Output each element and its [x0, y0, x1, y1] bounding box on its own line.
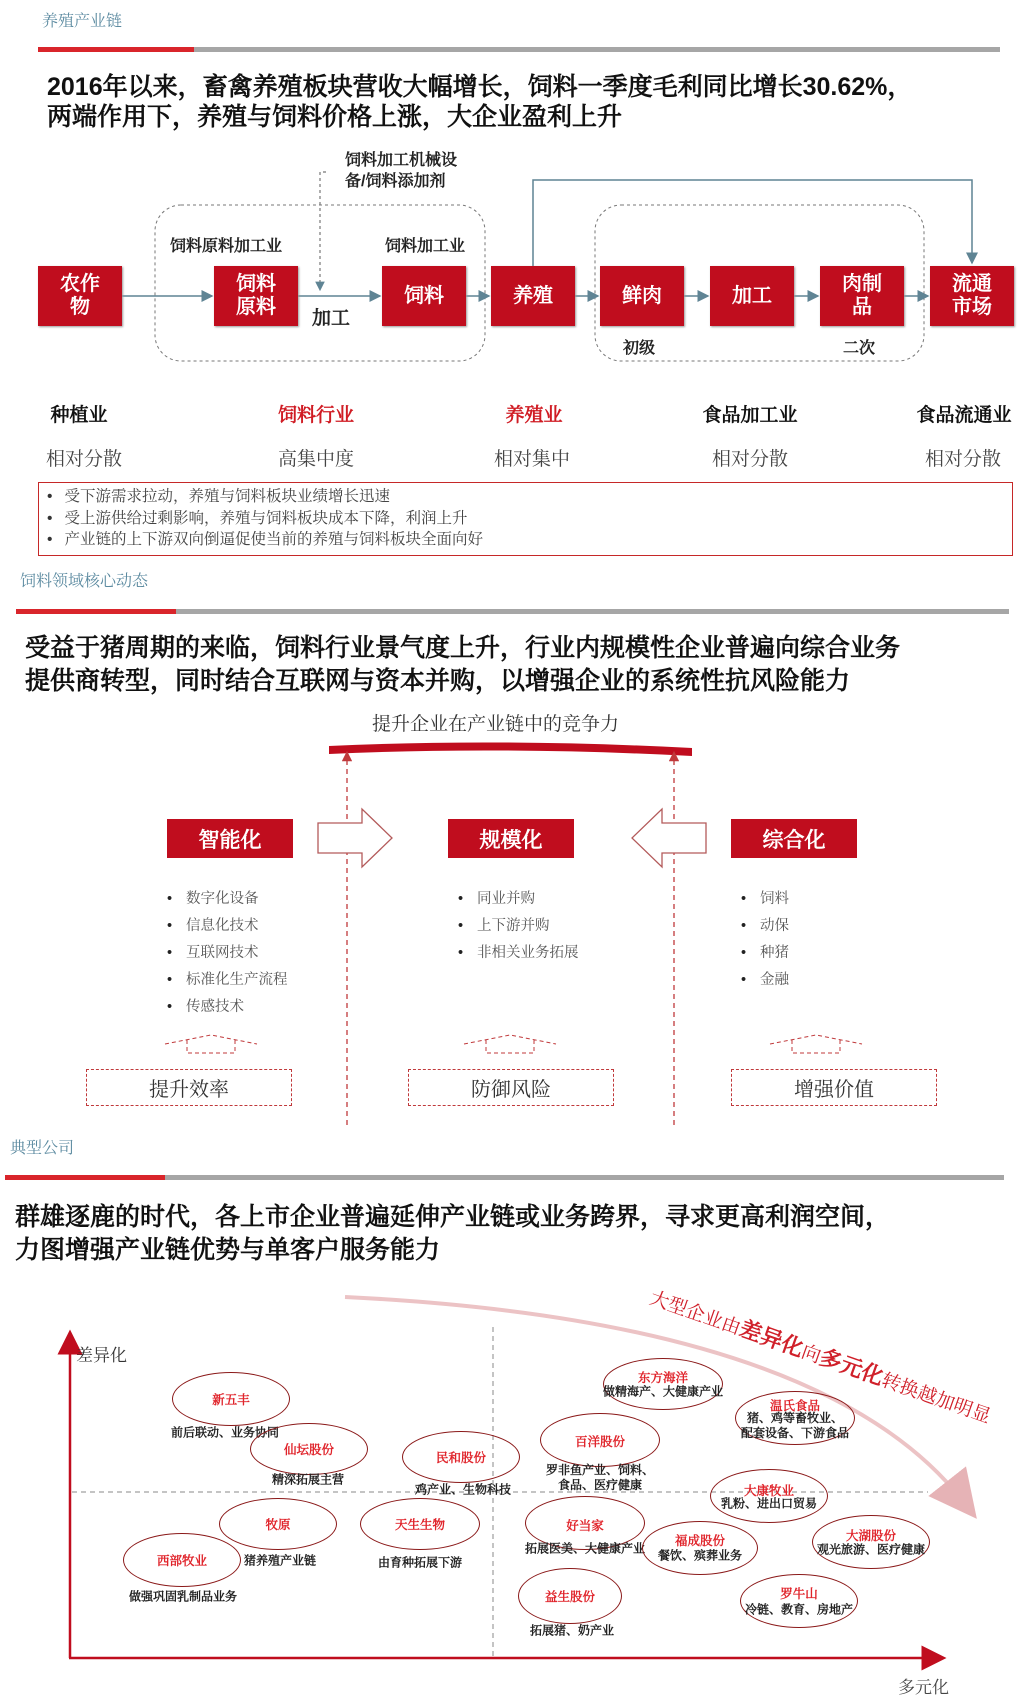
raw-industry-label: 饲料原料加工业 — [170, 238, 283, 255]
list-item: • 非相关业务拓展 — [458, 942, 579, 969]
company-description: 拓展医美、大健康产业 — [524, 1541, 646, 1556]
company-name: 大湖股份 — [845, 1529, 897, 1543]
bullet-item: • 受上游供给过剩影响，养殖与饲料板块成本下降，利润上升 — [47, 508, 1012, 530]
list-item: • 种猪 — [741, 942, 789, 969]
summary-bullets — [38, 482, 1013, 556]
category-value: 相对分散 — [45, 449, 123, 470]
category-name: 食品流通业 — [916, 405, 1012, 426]
headline-2-line-2: 提供商转型，同时结合互联网与资本并购，以增强企业的系统性抗风险能力 — [25, 667, 851, 695]
strategy-title-scale: 规模化 — [448, 819, 574, 858]
strategy-title-intelligent: 智能化 — [167, 819, 293, 858]
company-name: 益生股份 — [544, 1590, 596, 1604]
company-name: 好当家 — [566, 1519, 604, 1533]
section-label-feed-dynamics: 饲料领域核心动态 — [20, 573, 149, 590]
strategy-items-scale — [458, 888, 579, 969]
company-description: 罗非鱼产业、饲料、 食品、医疗健康 — [545, 1463, 655, 1492]
trend-text: 转换越加明显 — [878, 1369, 994, 1428]
chain-node-breeding: 养殖 — [491, 266, 575, 326]
trend-text: 向 — [798, 1341, 824, 1368]
y-axis-label: 差异化 — [76, 1346, 127, 1365]
section-divider — [5, 1175, 1004, 1180]
company-name: 新五丰 — [212, 1393, 250, 1407]
strategy-items-intelligent — [167, 888, 288, 1023]
list-item: • 饲料 — [741, 888, 789, 915]
company-name: 福成股份 — [674, 1534, 726, 1548]
chain-node-crops: 农作 物 — [38, 266, 122, 326]
company-description: 猪、鸡等畜牧业、 配套设备、下游食品 — [740, 1411, 850, 1440]
company-description: 前后联动、业务协同 — [170, 1425, 280, 1440]
feed-industry-label: 饲料加工业 — [385, 238, 466, 255]
goal-bar — [329, 742, 692, 756]
bullet-item: • 产业链的上下游双向倒逼促使当前的养殖与饲料板块全面向好 — [47, 529, 1012, 551]
headline-3-line-2: 力图增强产业链优势与单客户服务能力 — [15, 1236, 441, 1264]
top-goal: 提升企业在产业链中的竞争力 — [372, 714, 620, 735]
list-item: • 信息化技术 — [167, 915, 288, 942]
strategy-items-integrated — [741, 888, 789, 996]
up-chevron-icon — [770, 1035, 862, 1053]
company-name: 罗牛山 — [780, 1587, 818, 1601]
trend-text: 大型企业由 — [646, 1287, 744, 1340]
list-item: • 金融 — [741, 969, 789, 996]
result-risk-defense: 防御风险 — [408, 1069, 614, 1106]
category-name: 种植业 — [50, 405, 108, 426]
list-item: • 标准化生产流程 — [167, 969, 288, 996]
company-description: 拓展猪、奶产业 — [529, 1623, 615, 1638]
section-label-breeding-chain: 养殖产业链 — [42, 13, 123, 30]
result-efficiency: 提升效率 — [86, 1069, 292, 1106]
process-label: 加工 — [312, 308, 351, 329]
headline-1-line-2: 两端作用下，养殖与饲料价格上涨，大企业盈利上升 — [47, 103, 623, 131]
company-name: 民和股份 — [435, 1451, 487, 1465]
secondary-label: 二次 — [843, 340, 876, 357]
quadrant-axes — [0, 1280, 1024, 1704]
company-description: 由育种拓展下游 — [377, 1555, 463, 1570]
category-value: 相对分散 — [711, 449, 789, 470]
company-name: 温氏食品 — [769, 1399, 821, 1413]
company-description: 做精海产、大健康产业 — [602, 1384, 724, 1399]
primary-label: 初级 — [623, 340, 656, 357]
x-axis-label: 多元化 — [898, 1678, 949, 1697]
trend-emphasis: 多元化 — [816, 1344, 888, 1390]
equipment-label: 饲料加工机械设 备/饲料添加剂 — [345, 152, 458, 190]
headline-2-line-1: 受益于猪周期的来临，饲料行业景气度上升，行业内规模性企业普遍向综合业务 — [25, 634, 901, 662]
right-arrow-icon — [318, 809, 392, 867]
list-item: • 数字化设备 — [167, 888, 288, 915]
company-description: 鸡产业、生物科技 — [414, 1482, 512, 1497]
company-name: 百洋股份 — [574, 1435, 626, 1449]
company-name: 东方海洋 — [637, 1371, 689, 1385]
company-description: 餐饮、殡葬业务 — [657, 1548, 743, 1563]
left-arrow-icon — [632, 809, 706, 867]
company-name: 天生生物 — [394, 1518, 446, 1532]
chain-node-fresh-meat: 鲜肉 — [600, 266, 684, 326]
company-description: 做强巩固乳制品业务 — [128, 1589, 238, 1604]
section-divider — [16, 609, 1009, 614]
company-description: 精深拓展主营 — [271, 1472, 345, 1487]
chain-node-processing: 加工 — [710, 266, 794, 326]
category-name: 食品加工业 — [702, 405, 798, 426]
chain-node-market: 流通 市场 — [930, 266, 1014, 326]
chain-node-feed: 饲料 — [382, 266, 466, 326]
list-item: • 互联网技术 — [167, 942, 288, 969]
category-name: 养殖业 — [505, 405, 563, 426]
chain-node-feed-raw: 饲料 原料 — [214, 266, 298, 326]
list-item: • 传感技术 — [167, 996, 288, 1023]
strategy-title-integrated: 综合化 — [731, 819, 857, 858]
category-value: 相对集中 — [493, 449, 571, 470]
trend-emphasis: 差异化 — [736, 1315, 807, 1362]
company-description: 观光旅游、医疗健康 — [816, 1542, 926, 1557]
company-name: 大康牧业 — [743, 1484, 795, 1498]
headline-1-line-1: 2016年以来，畜禽养殖板块营收大幅增长，饲料一季度毛利同比增长30.62%， — [47, 73, 913, 101]
section-divider — [38, 47, 1000, 52]
company-description: 冷链、教育、房地产 — [744, 1602, 854, 1617]
bullet-item: • 受下游需求拉动，养殖与饲料板块业绩增长迅速 — [47, 486, 1012, 508]
company-description: 乳粉、进出口贸易 — [720, 1496, 818, 1511]
list-item: • 动保 — [741, 915, 789, 942]
category-value: 相对分散 — [924, 449, 1002, 470]
result-value: 增强价值 — [731, 1069, 937, 1106]
list-item: • 同业并购 — [458, 888, 579, 915]
up-chevron-icon — [165, 1035, 257, 1053]
chain-node-meat-products: 肉制 品 — [820, 266, 904, 326]
list-item: • 上下游并购 — [458, 915, 579, 942]
company-name: 西部牧业 — [156, 1554, 208, 1568]
company-description: 猪养殖产业链 — [243, 1553, 317, 1568]
category-value: 高集中度 — [277, 449, 355, 470]
company-name: 牧原 — [265, 1518, 291, 1532]
category-name: 饲料行业 — [277, 405, 355, 426]
up-chevron-icon — [464, 1035, 556, 1053]
company-name: 仙坛股份 — [283, 1443, 335, 1457]
headline-3-line-1: 群雄逐鹿的时代，各上市企业普遍延伸产业链或业务跨界，寻求更高利润空间， — [15, 1203, 891, 1231]
section-label-typical-companies: 典型公司 — [10, 1140, 75, 1157]
